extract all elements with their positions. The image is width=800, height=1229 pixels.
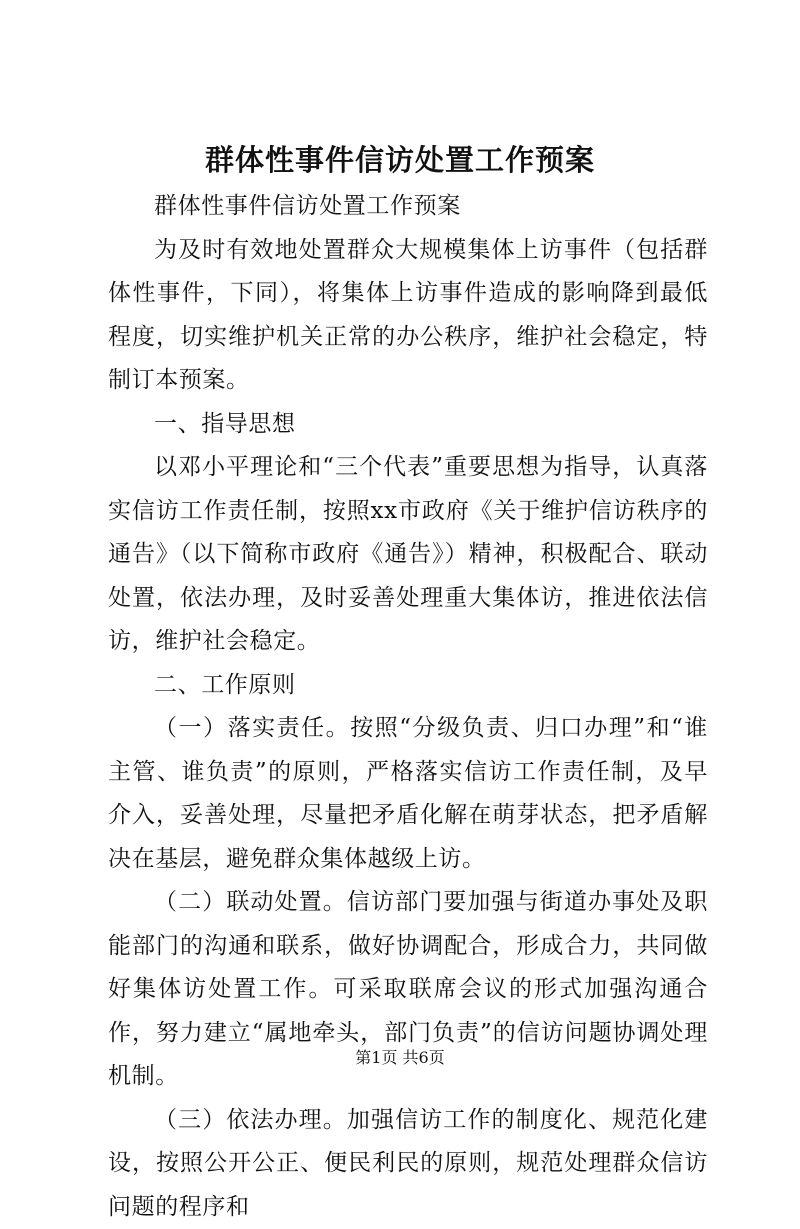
paragraph-subtitle: 群体性事件信访处置工作预案	[108, 185, 708, 229]
document-title: 群体性事件信访处置工作预案	[0, 138, 800, 182]
paragraph-principle-3: （三）依法办理。加强信访工作的制度化、规范化建设，按照公开公正、便民利民的原则，规范处理群众信访问题的程序和	[108, 1099, 708, 1229]
paragraph-guiding-thought: 以邓小平理论和“三个代表”重要思想为指导，认真落实信访工作责任制，按照xx市政府《关于维护信访秩序的通告》（以下简称市政府《通告》）精神，积极配合、联动处置，依法办理，及时妥善处理重大集体访，推进依法信访，维护社会稳定。	[108, 446, 708, 664]
document-body	[108, 185, 708, 1229]
section-heading-guiding-thought: 一、指导思想	[108, 403, 708, 447]
paragraph-intro: 为及时有效地处置群众大规模集体上访事件（包括群体性事件，下同），将集体上访事件造成的影响降到最低程度，切实维护机关正常的办公秩序，维护社会稳定，特制订本预案。	[108, 229, 708, 403]
section-heading-work-principles: 二、工作原则	[108, 664, 708, 708]
paragraph-principle-1: （一）落实责任。按照“分级负责、归口办理”和“谁主管、谁负责”的原则，严格落实信访工作责任制，及早介入，妥善处理，尽量把矛盾化解在萌芽状态，把矛盾解决在基层，避免群众集体越级上访。	[108, 707, 708, 881]
page-number-footer: 第1页 共6页	[0, 1048, 800, 1068]
paragraph-principle-2: （二）联动处置。信访部门要加强与街道办事处及职能部门的沟通和联系，做好协调配合，形成合力，共同做好集体访处置工作。可采取联席会议的形式加强沟通合作，努力建立“属地牵头，部门负责”的信访问题协调处理机制。	[108, 881, 708, 1099]
